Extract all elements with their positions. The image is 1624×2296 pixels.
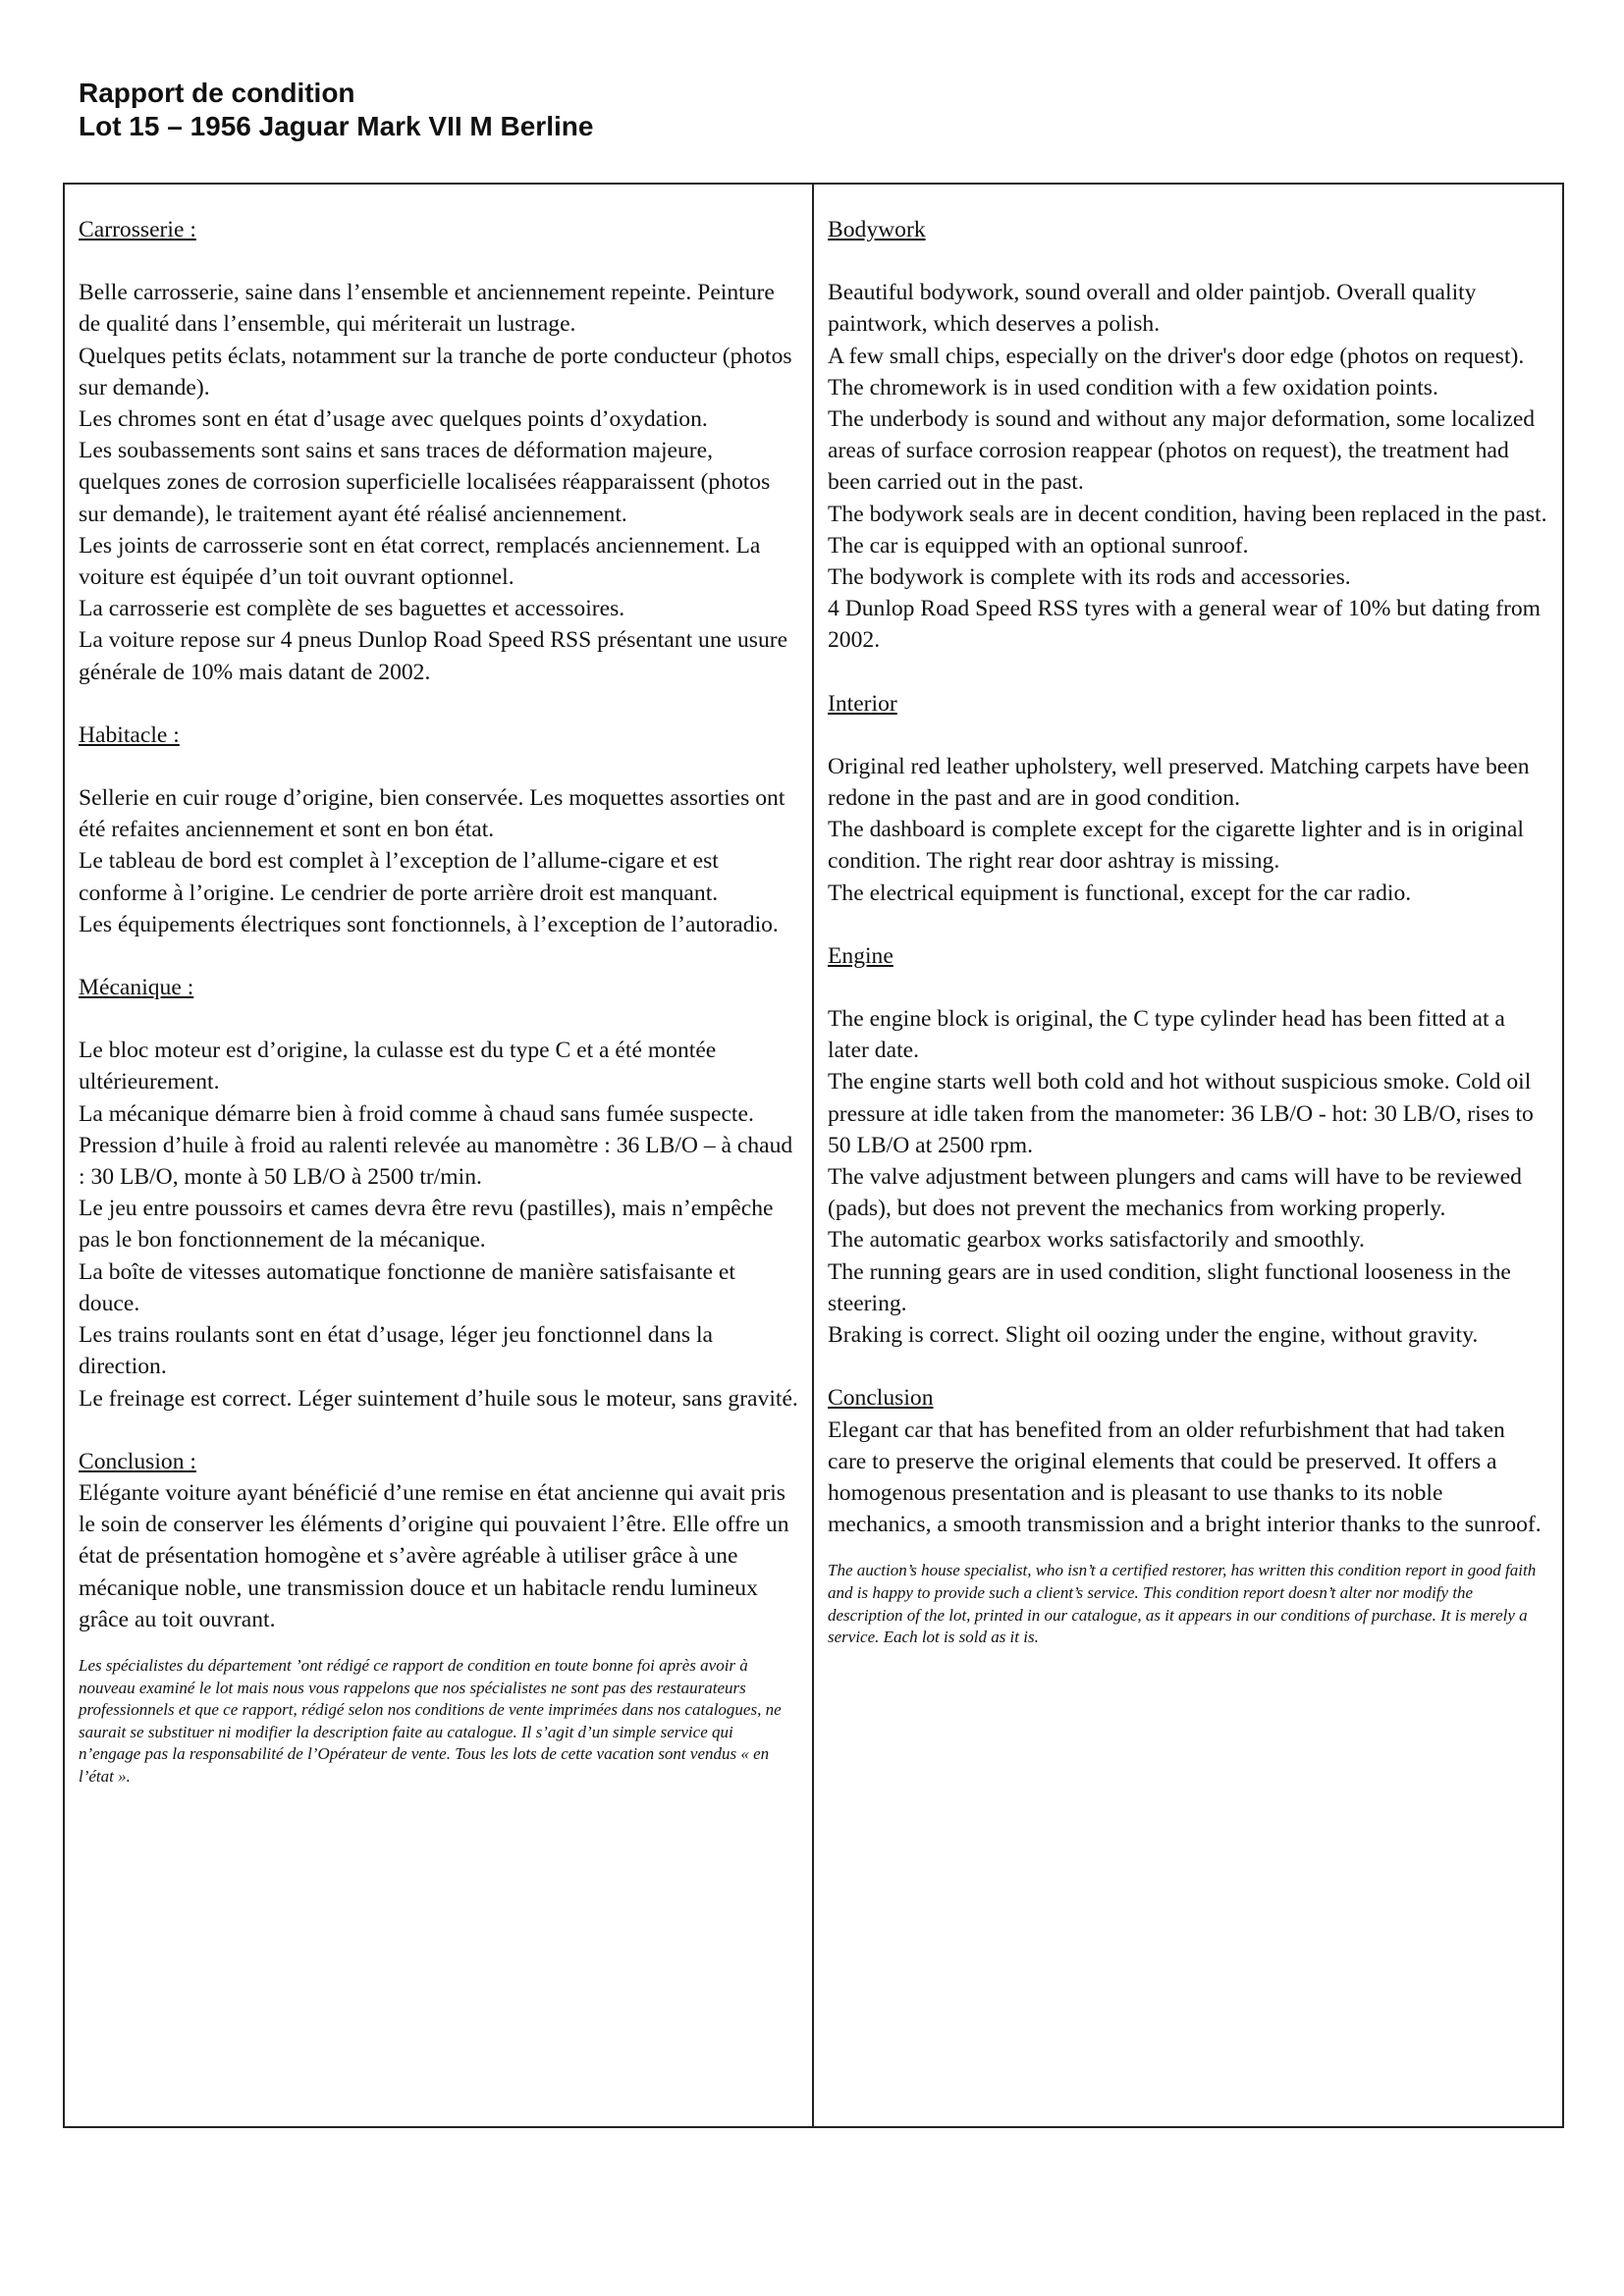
paragraph: Les joints de carrosserie sont en état correct, remplacés anciennement. La voiture est équipée d’un toit ouvrant optionnel. (79, 532, 761, 591)
paragraph: The engine block is original, the C type cylinder head has been fitted at a later date. (828, 1006, 1505, 1064)
paragraph: The bodywork is complete with its rods and accessories. (828, 564, 1351, 591)
paragraph: Sellerie en cuir rouge d’origine, bien conservée. Les moquettes assorties ont été refaites anciennement et sont en bon état. (79, 785, 785, 843)
section-heading-carrosserie: Carrosserie : (79, 217, 196, 242)
french-column (65, 185, 814, 2126)
paragraph: Beautiful bodywork, sound overall and older paintjob. Overall quality paintwork, which deserves a polish. (828, 280, 1477, 338)
paragraph: La carrosserie est complète de ses baguettes et accessoires. (79, 596, 625, 622)
disclaimer: Les spécialistes du département ’ont rédigé ce rapport de condition en toute bonne foi après avoir à nouveau examiné le lot mais nous vous rappelons que nos spécialistes ne sont pas des restaurateurs professionnels et que ce rapport, rédigé selon nos conditions de vente imprimées dans nos catalogues, ne saurait se substituer ni modifier la description faite au catalogue. Il s’agit d’un simple service qui n’engage pas la responsabilité de l’Opérateur de vente. Tous les lots de cette vacation sont vendus « en l’état ». (79, 1655, 782, 1786)
paragraph: Les soubassements sont sains et sans traces de déformation majeure, quelques zones de corrosion superficielle localisées réapparaissent (photos sur demande), le traitement ayant été réalisé anciennement. (79, 438, 771, 527)
section-heading-conclusion: Conclusion : (79, 1448, 196, 1474)
paragraph: Quelques petits éclats, notamment sur la tranche de porte conducteur (photos sur demande). (79, 343, 792, 400)
report-title: Rapport de condition (79, 78, 355, 108)
paragraph: Braking is correct. Slight oil oozing under the engine, without gravity. (828, 1322, 1479, 1349)
paragraph: A few small chips, especially on the driver's door edge (photos on request). (828, 343, 1525, 369)
paragraph: Original red leather upholstery, well preserved. Matching carpets have been redone in the past and are in good condition. (828, 753, 1530, 812)
paragraph: La mécanique démarre bien à froid comme à chaud sans fumée suspecte. Pression d’huile à froid au ralenti relevée au manomètre : 36 LB/O – à chaud : 30 LB/O, monte à 50 LB/O à 2500 tr/min. (79, 1100, 793, 1191)
section-heading-conclusion-en: Conclusion (828, 1385, 934, 1412)
lot-title: Lot 15 – 1956 Jaguar Mark VII M Berline (79, 111, 594, 141)
paragraph: The chromework is in used condition with a few oxidation points. (828, 374, 1438, 400)
paragraph: The electrical equipment is functional, except for the car radio. (828, 880, 1412, 906)
paragraph: Elegant car that has benefited from an older refurbishment that had taken care to preserve the original elements that could be preserved. It offers a homogenous presentation and is pleasant to use thanks to its noble mechanics, a smooth transmission and a bright interior thanks to the sunroof. (828, 1416, 1542, 1538)
paragraph: 4 Dunlop Road Speed RSS tyres with a general wear of 10% but dating from 2002. (828, 596, 1542, 654)
section-heading-habitacle: Habitacle : (79, 721, 180, 748)
paragraph: The running gears are in used condition, slight functional looseness in the steering. (828, 1258, 1511, 1316)
paragraph: Les trains roulants sont en état d’usage, léger jeu fonctionnel dans la direction. (79, 1322, 714, 1380)
paragraph: Les équipements électriques sont fonctionnels, à l’exception de l’autoradio. (79, 911, 779, 937)
paragraph: The bodywork seals are in decent condition, having been replaced in the past. The car is equipped with an optional sunroof. (828, 501, 1547, 559)
section-heading-mecanique: Mécanique : (79, 975, 194, 1001)
report-header (79, 77, 593, 143)
paragraph: The dashboard is complete except for the cigarette lighter and is in original condition. The right rear door ashtray is missing. (828, 817, 1524, 875)
paragraph: Les chromes sont en état d’usage avec quelques points d’oxydation. (79, 406, 708, 433)
paragraph: Le jeu entre poussoirs et cames devra être revu (pastilles), mais n’empêche pas le bon fonctionnement de la mécanique. (79, 1196, 774, 1254)
english-column (814, 185, 1562, 2126)
paragraph: Le freinage est correct. Léger suintement d’huile sous le moteur, sans gravité. (79, 1385, 798, 1412)
report-table (63, 183, 1564, 2128)
paragraph: The valve adjustment between plungers and cams will have to be reviewed (pads), but does not prevent the mechanics from working properly. (828, 1164, 1522, 1222)
paragraph: Le tableau de bord est complet à l’exception de l’allume-cigare et est conforme à l’origine. Le cendrier de porte arrière droit est manquant. (79, 848, 719, 906)
paragraph: La voiture repose sur 4 pneus Dunlop Road Speed RSS présentant une usure générale de 10% mais datant de 2002. (79, 627, 788, 685)
section-heading-engine: Engine (828, 942, 893, 969)
section-heading-bodywork: Bodywork (828, 217, 926, 242)
paragraph: Belle carrosserie, saine dans l’ensemble et anciennement repeinte. Peinture de qualité dans l’ensemble, qui mériterait un lustrage. (79, 280, 775, 338)
paragraph: Elégante voiture ayant bénéficié d’une remise en état ancienne qui avait pris le soin de conserver les éléments d’origine qui pouvaient l’être. Elle offre un état de présentation homogène et s’avère agréable à utiliser grâce à une mécanique noble, une transmission douce et un habitacle rendu lumineux grâce au toit ouvrant. (79, 1479, 789, 1632)
section-heading-interior: Interior (828, 690, 897, 717)
paragraph: The engine starts well both cold and hot without suspicious smoke. Cold oil pressure at idle taken from the manometer: 36 LB/O - hot: 30 LB/O, rises to 50 LB/O at 2500 rpm. (828, 1069, 1534, 1158)
paragraph: Le bloc moteur est d’origine, la culasse est du type C et a été montée ultérieurement. (79, 1038, 717, 1095)
paragraph: The automatic gearbox works satisfactorily and smoothly. (828, 1227, 1365, 1254)
paragraph: La boîte de vitesses automatique fonctionne de manière satisfaisante et douce. (79, 1258, 735, 1316)
paragraph: The underbody is sound and without any major deformation, some localized areas of surface corrosion reappear (photos on request), the treatment had been carried out in the past. (828, 406, 1536, 496)
disclaimer-en: The auction’s house specialist, who isn’t a certified restorer, has written this condition report in good faith and is happy to provide such a client’s service. This condition report doesn’t alter nor modify the description of the lot, printed in our catalogue, as it appears in our conditions of purchase. It is merely a service. Each lot is sold as it is. (828, 1561, 1537, 1647)
